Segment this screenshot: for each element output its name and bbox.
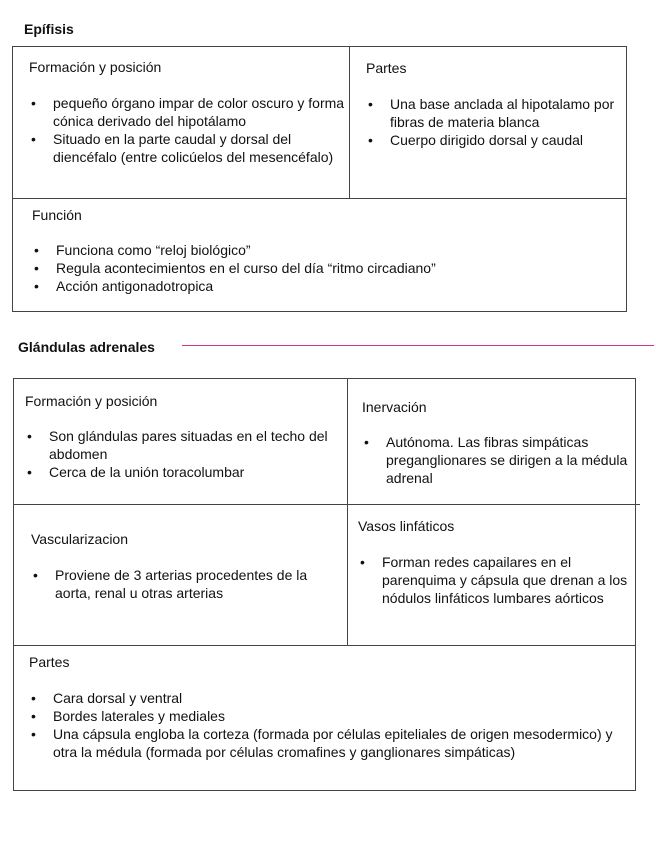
- adrenales-row-divider-1: [13, 504, 640, 505]
- section-divider: [182, 345, 654, 346]
- epifisis-title: Epífisis: [24, 21, 74, 37]
- list-item: • Una base anclada al hipotalamo por fibras de materia blanca: [366, 95, 624, 131]
- epifisis-formacion-cell: [29, 58, 345, 166]
- adrenales-formacion-heading: Formación y posición: [25, 393, 158, 409]
- epifisis-funcion-heading: Función: [32, 207, 82, 223]
- list-item: • Son glándulas pares situadas en el techo del abdomen: [25, 427, 343, 463]
- adrenales-formacion-list: [25, 427, 343, 481]
- adrenales-inervacion-cell: [362, 398, 630, 487]
- list-item: • Una cápsula engloba la corteza (formada por células epiteliales de origen mesodermico) y otra la médula (formada por células cromafines y ganglionares simpáticas): [29, 725, 629, 761]
- epifisis-row-divider: [12, 198, 627, 199]
- adrenales-vascularizacion-cell: [31, 530, 321, 602]
- adrenales-vascularizacion-list: [31, 566, 321, 602]
- list-item: • Autónoma. Las fibras simpáticas preganglionares se dirigen a la médula adrenal: [362, 433, 630, 487]
- adrenales-title: Glándulas adrenales: [18, 339, 155, 355]
- epifisis-formacion-list: [29, 94, 345, 166]
- epifisis-formacion-heading: Formación y posición: [29, 59, 162, 75]
- epifisis-partes-heading: Partes: [366, 60, 407, 76]
- adrenales-partes-heading: Partes: [29, 654, 70, 670]
- adrenales-linfaticos-heading: Vasos linfáticos: [358, 518, 455, 534]
- list-item: • pequeño órgano impar de color oscuro y forma cónica derivado del hipotálamo: [29, 94, 345, 130]
- list-item: • Cuerpo dirigido dorsal y caudal: [366, 131, 624, 149]
- adrenales-vascularizacion-heading: Vascularizacion: [31, 531, 129, 547]
- list-item: • Acción antigonadotropica: [32, 277, 622, 295]
- list-item: • Regula acontecimientos en el curso del día “ritmo circadiano”: [32, 259, 622, 277]
- epifisis-funcion-list: [32, 241, 622, 295]
- adrenales-linfaticos-list: [358, 553, 635, 607]
- adrenales-column-divider: [347, 378, 348, 645]
- adrenales-partes-list: [29, 689, 629, 761]
- epifisis-column-divider: [349, 46, 350, 199]
- list-item: • Situado en la parte caudal y dorsal del diencéfalo (entre colicúelos del mesencéfalo): [29, 130, 345, 166]
- adrenales-inervacion-heading: Inervación: [362, 399, 427, 415]
- list-item: • Proviene de 3 arterias procedentes de la aorta, renal u otras arterias: [31, 566, 321, 602]
- epifisis-partes-list: [366, 95, 624, 149]
- list-item: • Funciona como “reloj biológico”: [32, 241, 622, 259]
- adrenales-formacion-cell: [25, 392, 343, 481]
- list-item: • Bordes laterales y mediales: [29, 707, 629, 725]
- list-item: • Cara dorsal y ventral: [29, 689, 629, 707]
- list-item: • Cerca de la unión toracolumbar: [25, 463, 343, 481]
- adrenales-inervacion-list: [362, 433, 630, 487]
- adrenales-partes-cell: [29, 653, 629, 761]
- list-item: • Forman redes capailares en el parenquima y cápsula que drenan a los nódulos linfáticos lumbares aórticos: [358, 553, 635, 607]
- epifisis-funcion-cell: [32, 206, 622, 295]
- adrenales-row-divider-2: [13, 645, 636, 646]
- adrenales-linfaticos-cell: [358, 517, 635, 607]
- epifisis-partes-cell: [366, 59, 624, 149]
